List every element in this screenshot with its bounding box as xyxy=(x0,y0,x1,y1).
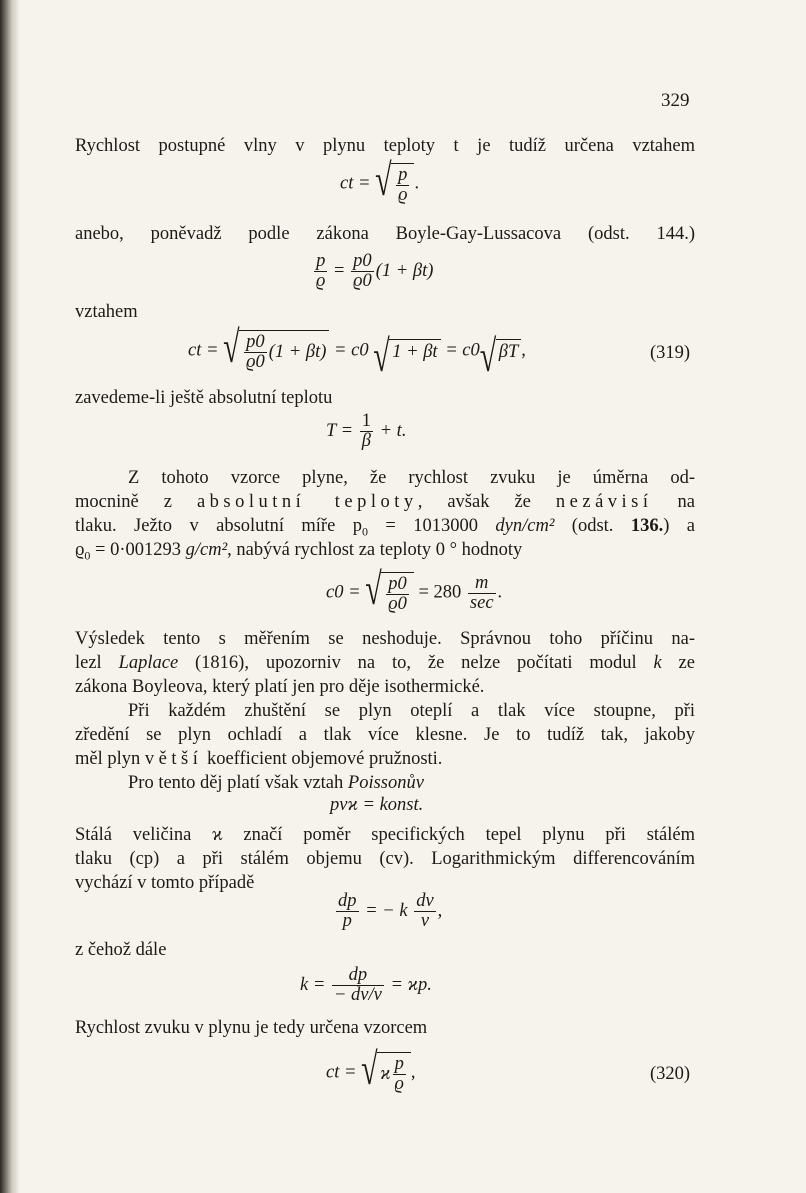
text-line-9: Výsledek tento s měřením se neshoduje. Správnou toho příčinu na- xyxy=(75,629,695,649)
text-line-14: měl plyn větší koefficient objemové pružnosti. xyxy=(75,749,443,769)
text-line-10: lezl Laplace (1816), upozorniv na to, že nelze počítati modul k ze xyxy=(75,653,695,673)
text-line-5: Z tohoto vzorce plyne, že rychlost zvuku je úměrna od- xyxy=(128,468,695,488)
text-line-4: zavedeme-li ještě absolutní teplotu xyxy=(75,388,333,408)
equation-4: T = $\frac{1}{\beta}$ + t. xyxy=(326,411,407,451)
equation-7: $\frac{dp}{p}$ = − k $\frac{dv}{v}$ , xyxy=(338,891,443,931)
text-line-6: mocnině z absolutní teploty, avšak že nezávisí na xyxy=(75,492,696,512)
text-line-15: Pro tento děj platí však vztah Poissonův xyxy=(128,773,424,793)
equation-8: k = $\frac{dp}{- dv/v}$ = ϰp. xyxy=(300,965,432,1005)
equation-number-320: (320) xyxy=(650,1064,691,1084)
page-number: 329 xyxy=(661,90,690,111)
text-line-11: zákona Boyleova, který platí jen pro děje isothermické. xyxy=(75,677,485,697)
text-line-20: Rychlost zvuku v plynu je tedy určena vzorcem xyxy=(75,1018,428,1038)
text-line-16: Stálá veličina ϰ značí poměr specifických tepel plynu při stálém xyxy=(75,825,695,845)
text-line-17: tlaku (cp) a při stálém objemu (cv). Logarithmickým differencováním xyxy=(75,849,695,869)
text-line-2: anebo, poněvadž podle zákona Boyle-Gay-Lussacova (odst. 144.) xyxy=(75,224,695,244)
text-line-3: vztahem xyxy=(75,302,138,322)
equation-9: ct = √ ϰ $\frac{p}{ϱ}$ , xyxy=(326,1045,416,1095)
equation-1: ct = √ $\frac{p}{ϱ}$ . xyxy=(340,156,420,206)
equation-number-319: (319) xyxy=(650,343,691,363)
text-line-13: zředění se plyn ochladí a tlak více klesne. Je to tudíž tak, jakoby xyxy=(75,725,695,745)
book-spine-shadow xyxy=(0,0,20,1193)
equation-5: c0 = √ $\frac{p0}{ϱ0}$ = 280 $\frac{m}{\sec}$ . xyxy=(326,565,503,615)
text-line-1: Rychlost postupné vlny v plynu teploty t je tudíž určena vztahem xyxy=(75,136,695,156)
equation-6: pvϰ = konst. xyxy=(330,795,424,815)
text-line-12: Při každém zhuštění se plyn oteplí a tlak více stoupne, při xyxy=(128,701,695,721)
equation-2: $\frac{p}{ϱ}$ = $\frac{p0}{ϱ0}$ (1 + βt) xyxy=(316,251,434,291)
equation-3: ct = √ $\frac{p0}{ϱ0}$ (1 + βt) = c0 √ 1 + βt = c0 √ βT , xyxy=(188,323,526,382)
text-line-18: vychází v tomto případě xyxy=(75,873,255,893)
text-line-8: $ϱ_0 = 0\cdot 001293$ g/cm², nabývá rychlost za teploty 0 ° hodnoty xyxy=(75,540,523,563)
text-line-7: tlaku. Ježto v absolutní míře $p_0 = 1013000$ dyn/cm² (odst. 136.) a xyxy=(75,516,695,539)
text-line-19: z čehož dále xyxy=(75,940,167,960)
